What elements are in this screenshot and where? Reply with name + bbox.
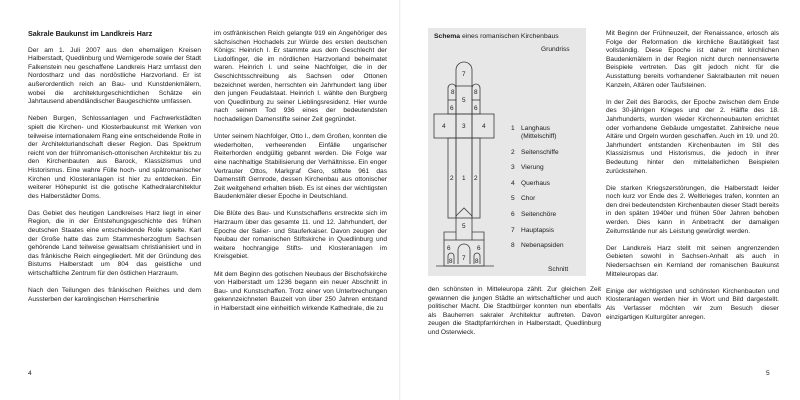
figure-title-bold: Schema bbox=[434, 33, 461, 40]
section-number: 7 bbox=[462, 255, 466, 262]
plan-number: 6 bbox=[450, 105, 454, 112]
paragraph: Die Blüte des Bau- und Kunstschaffens erstreckte sich im Harzraum über das gesamte 11. und 12. Jahrhundert, der Epoche der Salier- und Stauferkaiser. Davon zeugen der Neubau der romanischen Stiftskirche in Quedlinburg und weitere hochrangige Stifts- und Klosteranlagen im Kreisgebiet. bbox=[214, 210, 387, 261]
paragraph: Mit Beginn der Frühneuzeit, der Renaissance, erlosch als Folge der Reformation die kirchliche Bautätigkeit fast vollständig. Diese Epoche ist daher mit kirchlichen Baudenkmälern in der Region nicht durch nennenswerte Beispiele vertreten. Das gilt jedoch nicht für die Ausstattung bereits vorhandener Sakralbauten mit neuen Kanzeln, Altären oder Taufsteinen. bbox=[606, 30, 779, 89]
legend-number: 7 bbox=[511, 226, 515, 234]
plan-number: 8 bbox=[474, 89, 478, 96]
paragraph: Die starken Kriegszerstörungen, die Halberstadt leider noch kurz vor Ende des 2. Weltkrieges trafen, konnten an den drei bedeutendsten Kirchenbauten dieser Stadt bereits in den späten 1940er und frühen 50er Jahren behoben werden. Dies kann in Anbetracht der damaligen Zeitumstände nur als Leistung gewürdigt werden. bbox=[606, 184, 779, 235]
grundriss-label: Grundriss bbox=[541, 46, 570, 53]
plan-number: 1 bbox=[462, 175, 466, 182]
paragraph: Der am 1. Juli 2007 aus den ehemaligen Kreisen Halberstadt, Quedlinburg und Wernigerode sowie der Stadt Falkenstein neu geschaffene Landkreis Harz umfasst den Nordostharz und das nordöstliche Harzvorland. Er ist außerordentlich reich an Bau- und Kunstdenkmälern, wobei die architekturgeschichtlichen Schätze ein Jahrtausend abendländischer Baugeschichte umfassen. bbox=[28, 46, 201, 106]
section-side-right bbox=[472, 232, 484, 240]
legend-item bbox=[511, 125, 586, 141]
legend-label: Nebenapsiden bbox=[521, 242, 564, 250]
page-number-left: 4 bbox=[28, 370, 32, 377]
legend-label: Seitenschiffe bbox=[521, 148, 559, 156]
section-number: 8 bbox=[449, 258, 453, 265]
legend-number: 5 bbox=[511, 195, 515, 203]
legend-number: 6 bbox=[511, 210, 515, 218]
legend-item bbox=[511, 180, 586, 188]
schnitt-label: Schnitt bbox=[548, 266, 569, 273]
figure-title-rest: eines romanischen Kirchenbaus bbox=[460, 33, 559, 40]
legend-number: 4 bbox=[511, 179, 515, 187]
plan-number: 7 bbox=[462, 71, 466, 78]
section-side-left bbox=[444, 232, 456, 240]
left-page-column-1 bbox=[28, 30, 201, 313]
legend-item bbox=[511, 227, 586, 235]
legend-item bbox=[511, 164, 586, 172]
plan-number: 6 bbox=[474, 105, 478, 112]
legend-label: Seitenchöre bbox=[521, 210, 557, 218]
paragraph: den schönsten in Mitteleuropa zählt. Zur gleichen Zeit gewannen die jungen Städte an wirtschaftlicher und auch politischer Macht. Die Stadtbürger konnten nun ebenfalls als Bauherren sakraler Architektur auftreten. Davon zeugen die Stadtpfarrkirchen in Halberstadt, Quedlinburg und Osterwieck. bbox=[428, 286, 601, 336]
plan-number: 5 bbox=[462, 97, 466, 104]
church-schema-figure bbox=[428, 28, 586, 276]
paragraph: Einige der wichtigsten und schönsten Kirchenbauten und Klosteranlagen werden hier in Wort und Bild dargestellt. Als Verfasser möchten wir zum Besuch dieser einzigartigen Kulturgüter anregen. bbox=[606, 287, 779, 321]
legend-number: 2 bbox=[511, 148, 515, 156]
legend-label: Langhaus (Mittelschiff) bbox=[521, 125, 557, 140]
paragraph: im ostfränkischen Reich gelangte 919 ein Angehöriger des sächsischen Hochadels zur Würde des ersten deutschen Königs: Heinrich I. Er stammte aus dem Geschlecht der Liudolfinger, die im nördlichen Harzvorland beheimatet waren. Heinrich I. und seine Nachfolger, die in der Geschichtsschreibung als Sachsen oder Ottonen bezeichnet werden, herrschten ein Jahrhundert lang über den jungen Feudalstaat. Heinrich I. wählte den Burgberg von Quedlinburg zu seiner Lieblingsresidenz. Hier wurde nach seinem Tod 936 eines der bedeutendsten hochadeligen Damenstifte seiner Zeit gegründet. bbox=[214, 30, 387, 123]
section-number: 8 bbox=[475, 258, 479, 265]
plan-number: 2 bbox=[450, 175, 454, 182]
right-page-column-1 bbox=[428, 286, 601, 346]
page-number-right: 5 bbox=[766, 370, 770, 377]
paragraph: Unter seinem Nachfolger, Otto I., dem Großen, konnten die wiederholten, verheerenden Einfälle ungarischer Reiterhorden endgültig gebannt werden. Die Folge war eine nachhaltige Stabilisierung der Verhältnisse. Ein enger Vertrauter Ottos, Markgraf Gero, stiftete 961 das Damenstift Gernrode, dessen Kirchenbau aus ottonischer Zeit weitgehend erhalten blieb. Es ist eines der wichtigsten Baudenkmäler dieser Epoche in Deutschland. bbox=[214, 133, 387, 201]
plan-number: 2 bbox=[474, 175, 478, 182]
legend-label: Chor bbox=[521, 195, 536, 203]
section-heading: Sakrale Baukunst im Landkreis Harz bbox=[28, 29, 153, 38]
legend-item bbox=[511, 211, 586, 219]
legend-label: Vierung bbox=[521, 164, 544, 172]
legend-number: 1 bbox=[511, 125, 515, 132]
plan-number: 4 bbox=[482, 123, 486, 130]
plan-number: 4 bbox=[442, 123, 446, 130]
page-gutter bbox=[399, 0, 401, 400]
paragraph: Nach den Teilungen des fränkischen Reiches und dem Aussterben der karolingischen Herrscherlinie bbox=[28, 287, 201, 303]
section-number: 6 bbox=[477, 245, 481, 252]
section-number: 6 bbox=[447, 245, 451, 252]
legend-label: Hauptapsis bbox=[521, 226, 554, 234]
section-number: 5 bbox=[462, 223, 466, 230]
plan-number: 8 bbox=[451, 89, 455, 96]
legend-number: 3 bbox=[511, 164, 515, 172]
legend-label: Querhaus bbox=[521, 179, 550, 187]
paragraph: Mit dem Beginn des gotischen Neubaus der Bischofskirche von Halberstadt um 1236 begann ein neuer Abschnitt in Bau- und Kunstschaffen. Trotz einer von Unterbrechungen gekennzeichneten Bauzeit von über 250 Jahren entstand in Halberstadt eine einheitlich wirkende Kathedrale, die zu bbox=[214, 270, 387, 312]
legend-number: 8 bbox=[511, 242, 515, 250]
paragraph: Das Gebiet des heutigen Landkreises Harz liegt in einer Region, die in der Entstehungsgeschichte des frühen deutschen Staates eine entscheidende Rolle spielte. Karl der Große hatte das zum Stammesherzogtum Sachsen gehörende Land teilweise gewaltsam christianisiert und in das fränkische Reich eingegliedert. Mit der Gründung des Bistums Halberstadt um 804 das geistliche und wirtschaftliche Zentrum für den östlichen Harzraum. bbox=[28, 209, 201, 278]
paragraph: In der Zeit des Barocks, der Epoche zwischen dem Ende des 30-jährigen Krieges und der 2. Hälfte des 18. Jahrhunderts, wurden wieder Kirchenneubauten errichtet oder vorhandene Gebäude umgestaltet. Zahlreiche neue Altäre und Orgeln wurden geschaffen. Auch im 19. und 20. Jahrhundert entstanden Kirchenbauten im Stil des Klassizismus und Historismus, die jedoch in ihrer Bedeutung hinter den mittelalterlichen Beispielen zurückstehen. bbox=[606, 98, 779, 175]
paragraph: Der Landkreis Harz stellt mit seinen angrenzenden Gebieten sowohl in Sachsen-Anhalt als auch in Niedersachsen ein Kernland der romanischen Baukunst Mitteleuropas dar. bbox=[606, 244, 779, 278]
legend-item bbox=[511, 149, 586, 157]
plan-number: 3 bbox=[462, 123, 466, 130]
left-page-column-2 bbox=[214, 30, 387, 322]
right-page-column-2 bbox=[606, 30, 779, 331]
legend-item bbox=[511, 195, 586, 203]
paragraph: Neben Burgen, Schlossanlagen und Fachwerkstädten spielt die Kirchen- und Klosterbaukunst mit Werken von teilweise internationalem Rang eine entscheidende Rolle in der Architekturlandschaft dieser Region. Das Spektrum reicht von der frühromanisch-ottonischen Architektur bis zu den Kirchenbauten aus Barock, Klassizismus und Historismus. Eine wahre Fülle hoch- und spätromanischer Kirchen und Klosteranlagen ist hier zu entdecken. Ein weiterer Höhepunkt ist die gotische Kathedralarchitektur des Halberstädter Doms. bbox=[28, 115, 201, 200]
figure-legend bbox=[511, 125, 586, 258]
legend-item bbox=[511, 242, 586, 250]
